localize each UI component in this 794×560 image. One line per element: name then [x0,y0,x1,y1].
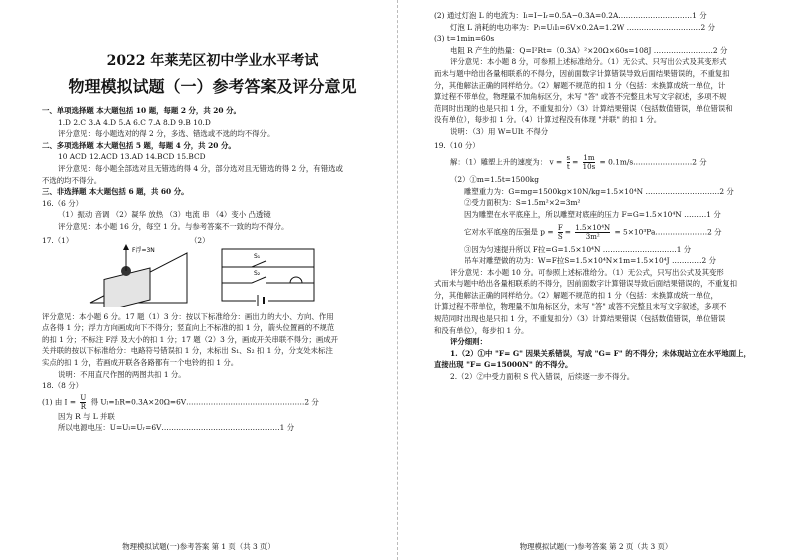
q18-note-5: 范同时出现的也是只扣 1 分，不重复扣分）（3）计算结果错误（包括数值错误，单位错误和 [434,103,733,113]
speed-fraction-values [583,154,596,171]
right-footer: 物理模拟试题(一)参考答案 第 2 页（共 3 页） [519,542,673,551]
scoring-rule-1: 1.（2）①中 "F= G" 因果关系错误，写成 "G= F" 的不得分；未体现站立在水平地面上， [450,348,751,358]
q17-note-4: 关并联的按以下标准给分：电路符号错误扣 1 分，未标出 S₁、S₂ 扣 1 分，分支处未标注 [42,346,333,356]
q19-pressure-force: 因为雕塑在水平底座上，所以雕塑对底座的压力 F=G=1.5×10⁴N ………1 分 [464,209,721,219]
speed-fraction-symbolic [567,154,571,171]
q18-remark: 说明：（3）用 W=UIt 不得分 [450,126,549,136]
q19-lift-force: ③因为匀速提升所以 F拉=G=1.5×10⁴N …………………………1 分 [464,244,692,254]
q19-pressure-result: = 5×10³Pa…………………2 分 [614,227,722,236]
scoring-rules-heading: 评分细则： [450,337,487,347]
fraction-numerator: 1m [583,154,595,163]
q18-part3-time: (3) t=1min=60s [434,34,495,44]
fraction-denominator: t [566,163,570,172]
q18-part2-current: (2) 通过灯泡 L 的电流为：Iₗ=I−Iᵣ=0.5A−0.3A=0.2A…………………………1 分 [434,11,707,20]
circuit-diagram [212,243,322,307]
q19-note-5: 规范同时出现也是只扣 1 分，不重复扣分）（3）计算结果错误（包括数值错误，单位错误 [434,314,726,324]
q18-step2: 因为 R 与 L 并联 [58,411,115,421]
q19-note-2: 式而未与题中给出各量相联系的不得分，因前面数字计算错误导致后面结果错误的，不重复扣 [434,279,738,289]
right-page [397,0,794,560]
q18-note-1: 评分意见：本小题 8 分，可参照上述标准给分。（1）无公式、只写出公式及其变形式 [450,57,727,67]
section2-note-cont: 不选的均不得分。 [42,175,102,185]
q17-note-2: 点各得 1 分；浮力方向画成向下不得分；竖直向上不标准的扣 1 分，箭头位置画的不规范 [42,323,335,333]
q19-speed-symbol: v = [549,157,563,167]
section1-answers: 1.D 2.C 3.A 4.D 5.A 6.C 7.A 8.D 9.B 10.D [58,117,211,127]
q18-part3-heat: 电阻 R 产生的热量：Q=I²Rt=（0.3A）²×20Ω×60s=108J ……………………2 分 [450,45,728,55]
q17-note-3: 的扣 1 分；不标注 F浮 及大小的扣 1 分；17 题（2）3 分，画成开关串联不得分；画成开 [42,334,339,344]
fraction-denominator: 10s [582,163,596,172]
q19-area: ②受力面积为：S=1.5m²×2=3m² [464,198,581,208]
q17-note-1: 评分意见：本小题 6 分。17 题（1）3 分：按以下标准给分：画出力的大小、方向、作用 [42,311,334,321]
exam-title: 2022 年莱芜区初中学业水平考试 [106,53,319,69]
q18-note-3: 分，其他解法正确的同样给分。（2）解题不规范的扣 1 分（包括：未换算成统一单位，计 [434,80,726,90]
q18-note-4: 算过程不带单位，物理量不加角标区分，未写 "答" 或答不完整且未写文字叙述，多项不规 [434,92,727,102]
q17-note-5: 实点的扣 1 分，若画成开联各各路都有一个电铃的扣 1 分。 [42,357,239,367]
q18-step1 [42,394,383,411]
q19-gravity: 雕塑重力为：G=mg=1500kg×10N/kg=1.5×10⁴N …………………………2 分 [464,186,734,196]
q19-speed-result: = 0.1m/s……………………2 分 [599,157,707,167]
q19-note-1: 评分意见：本小题 10 分。可参照上述标准给分。（1）无公式，只写出公式及其变形 [450,267,724,277]
q17-figures [42,235,383,307]
q19-note-4: 计算过程不带单位，物理量不加角标区分，未写 "答" 或答不完整且未写文字叙述，多项不 [434,302,727,312]
q19-note-6: 和没有单位），每步扣 1 分。 [434,325,529,335]
q18-formula-prefix: (1) 由 I = [42,397,77,407]
q19-pressure-label: 它对水平底座的压强是 p = [464,227,554,236]
q19-heading: 19.（10 分） [434,140,480,150]
q17-heading: 17.（1） [42,235,74,245]
switch-s2-label: S₂ [254,269,261,277]
fraction-denominator: 3m² [585,232,600,241]
section1-note: 评分意见：每小题选对的得 2 分，多选、错选或不选的均不得分。 [58,129,275,139]
pressure-fraction-values [575,224,610,241]
q18-note-6: 没有单位），每步扣 1 分。（4）计算过程没有体现 "并联" 的扣 1 分。 [434,115,662,125]
left-footer: 物理模拟试题(一)参考答案 第 1 页（共 3 页） [122,542,275,551]
q16-heading: 16.（6 分） [42,198,83,208]
section1-heading: 一、单项选择题 本大题包括 10 题，每题 2 分，共 20 分。 [42,106,241,115]
fraction-denominator: R [80,402,86,411]
q18-part2-power: 灯泡 L 消耗的电功率为：Pₗ=UₗIₗ=6V×0.2A=1.2W …………………………2 分 [450,22,715,32]
q17-note-6: 说明：不用直尺作图的两图共扣 1 分。 [58,369,186,379]
q18-note-2: 而未与题中给出各量相联系的不得分，因前面数字计算错误导致后面结果错误的，不重复扣 [434,68,730,78]
scoring-rule-2: 2.（2）②中受力面积 S 代入错误，后续逐一步不得分。 [450,372,635,382]
section3-heading: 三、非选择题 本大题包括 6 题，共 60 分。 [42,187,189,197]
q18-heading: 18.（8 分） [42,381,83,391]
scoring-rule-1-cont: 直接出现 "F= G=15000N" 的不得分。 [434,360,573,370]
q18-step3: 所以电源电压：U=Uₗ=Uᵣ=6V…………………………………………1 分 [58,423,295,433]
section2-note: 评分意见：每小题全部选对且无错选的得 4 分，部分选对且无错选的得 2 分，有错选或 [58,163,343,173]
fraction-numerator: F [557,223,563,232]
q18-formula-result: 得 Uₗ=IₗR=0.3A×20Ω=6V…………………………………………2 分 [90,397,319,407]
section2-heading: 二、多项选择题 本大题包括 5 题，每题 4 分，共 20 分。 [42,140,236,150]
fraction-numerator: U [80,393,87,402]
fraction-denominator: S [557,232,563,241]
q19-mass: （2）①m=1.5t=1500kg [450,175,540,185]
buoyancy-diagram [82,243,192,307]
ohms-law-fraction [80,394,86,411]
q19-work: 吊车对雕塑做的功为：W=F拉S=1.5×10⁴N×1m=1.5×10⁴J …………2 分 [464,256,716,266]
q17-fig2-label: （2） [190,235,210,245]
answer-key-title: 物理模拟试题（一）参考答案及评分意见 [68,77,357,96]
switch-s1-label: S₁ [254,252,261,260]
fraction-numerator: 1.5×10⁴N [575,223,611,232]
q19-speed: 解：（1）雕塑上升的速度为： v = $\frac{s}{t}$ = $\frac{1m}{10s}$ = 0.1m/s……………………2 分 [450,154,707,172]
q16-answers: （1）振动 音调 （2）凝华 放热 （3）电流 串 （4）变小 凸透镜 [58,210,271,220]
bell-icon [290,277,302,283]
pressure-fraction-symbolic [558,224,563,241]
section2-answers: 10 ACD 12.ACD 13.AD 14.BCD 15.BCD [58,152,206,162]
q19-speed-label: 解：（1）雕塑上升的速度为： [450,157,548,167]
q19-note-3: 分，其他解法正确的同样给分。（2）解题不规范的扣 1 分（包括：未换算成统一单位， [434,290,718,300]
fraction-numerator: s [566,154,571,163]
buoyancy-force-label: F浮=3N [132,246,155,254]
q19-pressure: 它对水平底座的压强是 p = $\frac{F}{S}$ = $\frac{\text{1.5×10⁴N}}{\text{3m²}}$ = 5×10³Pa…………………2 分 [464,223,722,241]
q16-note: 评分意见：本小题 16 分，每空 1 分。与参考答案不一致的均不得分。 [58,221,289,231]
